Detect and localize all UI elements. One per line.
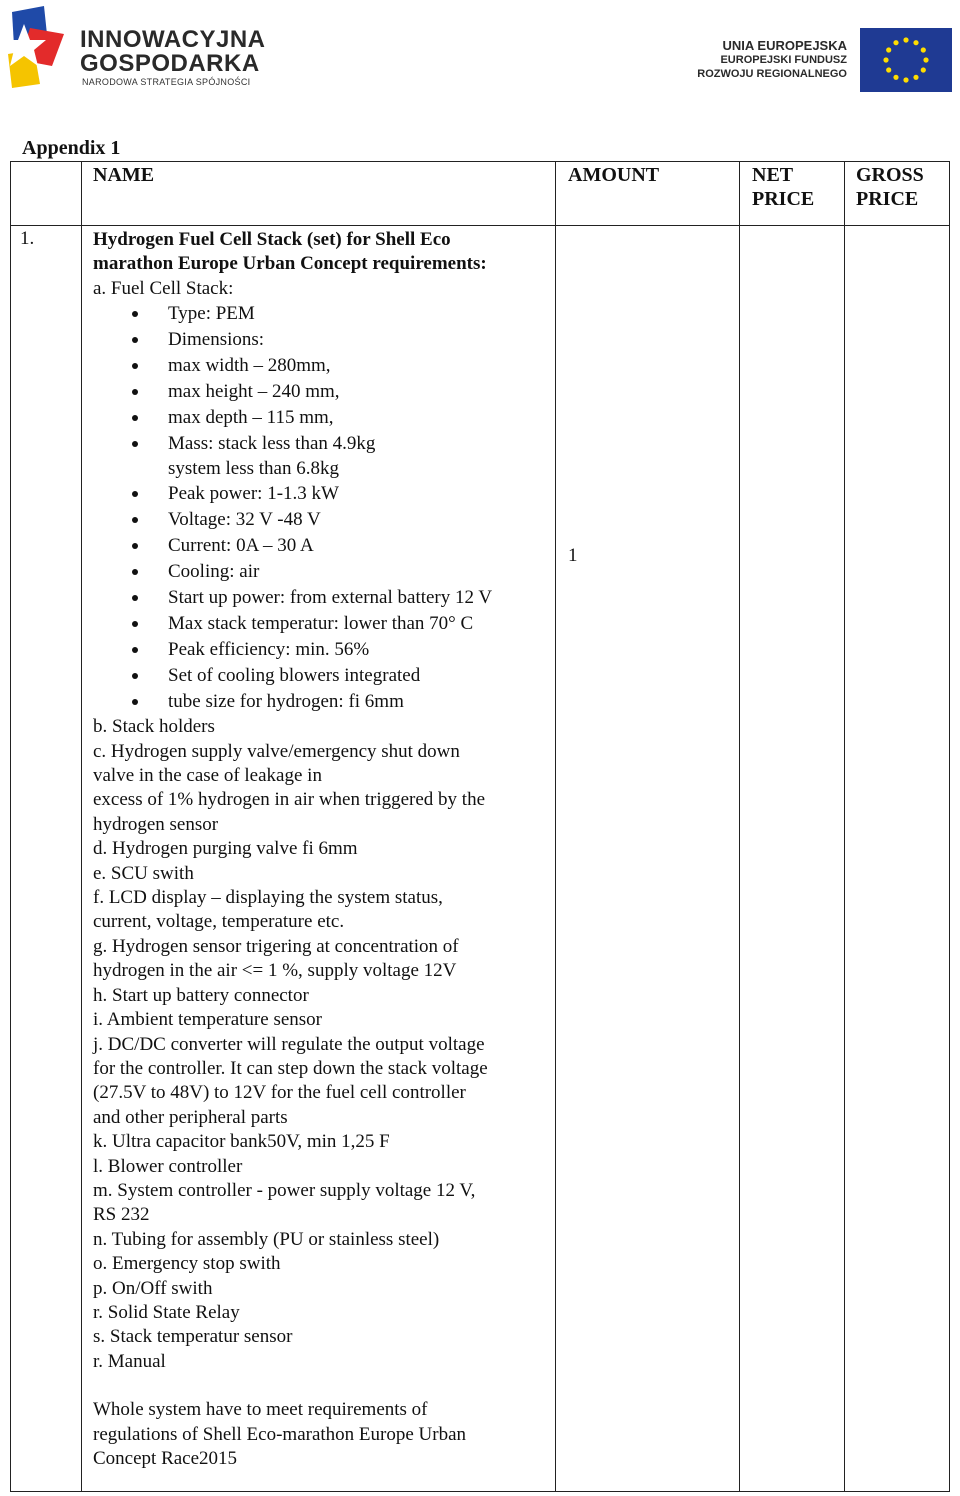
bullet-text: Dimensions:	[168, 329, 265, 351]
table-col-divider-3	[739, 161, 740, 1492]
row-description	[93, 228, 553, 1471]
bullet-text: Type: PEM	[168, 303, 255, 325]
list-item: i. Ambient temperature sensor	[93, 1009, 322, 1031]
list-item: h. Start up battery connector	[93, 984, 309, 1006]
bullet-icon	[132, 517, 138, 523]
list-item: n. Tubing for assembly (PU or stainless steel)	[93, 1228, 440, 1250]
bullet-icon	[132, 673, 138, 679]
list-item: g. Hydrogen sensor trigering at concentration of	[93, 935, 459, 957]
bullet-item	[93, 481, 553, 507]
bullet-icon	[132, 389, 138, 395]
eu-fund-logo	[690, 28, 955, 94]
list-item: valve in the case of leakage in	[93, 765, 322, 787]
header-name: NAME	[93, 164, 155, 186]
header-gross-line2: PRICE	[856, 188, 919, 210]
list-item: r. Solid State Relay	[93, 1301, 240, 1323]
bullet-icon	[132, 647, 138, 653]
bullet-item	[93, 431, 553, 457]
bullet-item	[93, 663, 553, 689]
table-border-bottom	[10, 1491, 950, 1492]
bullet-item	[93, 405, 553, 431]
bullet-icon	[132, 337, 138, 343]
bullet-item	[93, 379, 553, 405]
list-item: j. DC/DC converter will regulate the output voltage	[93, 1033, 485, 1055]
bullet-text: Peak efficiency: min. 56%	[168, 639, 370, 661]
eu-logo-text-3: ROZWOJU REGIONALNEGO	[697, 68, 847, 80]
logo-text-innowacyjna: INNOWACYJNA	[80, 26, 266, 53]
bullet-icon	[132, 543, 138, 549]
table-col-divider-1	[81, 161, 82, 1492]
item-title-line2: marathon Europe Urban Concept requirements:	[93, 253, 487, 275]
list-item: k. Ultra capacitor bank50V, min 1,25 F	[93, 1131, 390, 1153]
list-item: for the controller. It can step down the stack voltage	[93, 1057, 488, 1079]
bullet-text: max width – 280mm,	[168, 355, 331, 377]
appendix-title: Appendix 1	[22, 137, 121, 159]
list-item: m. System controller - power supply voltage 12 V,	[93, 1179, 476, 1201]
bullet-text: Voltage: 32 V -48 V	[168, 509, 321, 531]
bullet-text: system less than 6.8kg	[168, 458, 339, 480]
bullet-text: Current: 0A – 30 A	[168, 535, 314, 557]
header-amount: AMOUNT	[568, 164, 660, 186]
table-header-divider	[10, 225, 950, 226]
bullet-item	[93, 611, 553, 637]
list-item: hydrogen sensor	[93, 813, 219, 835]
bullet-item	[93, 507, 553, 533]
bullet-continuation	[93, 457, 553, 481]
bullet-item	[93, 301, 553, 327]
header-net-price	[752, 163, 814, 211]
note-line: regulations of Shell Eco-marathon Europe Urban	[93, 1423, 467, 1445]
list-item: hydrogen in the air <= 1 %, supply voltage 12V	[93, 960, 457, 982]
bullet-icon	[132, 363, 138, 369]
bullet-text: tube size for hydrogen: fi 6mm	[168, 691, 404, 713]
requirements-note	[93, 1398, 553, 1471]
bullet-icon	[132, 415, 138, 421]
spacer	[93, 1374, 553, 1398]
table-border-left	[10, 161, 11, 1492]
bullet-item	[93, 327, 553, 353]
list-item: p. On/Off swith	[93, 1277, 213, 1299]
bullet-text: Set of cooling blowers integrated	[168, 665, 421, 687]
list-item: l. Blower controller	[93, 1155, 243, 1177]
header-gross-line1: GROSS	[856, 164, 924, 186]
bullet-item	[93, 689, 553, 715]
list-item: f. LCD display – displaying the system status,	[93, 887, 443, 909]
item-title-line1: Hydrogen Fuel Cell Stack (set) for Shell Eco	[93, 229, 451, 250]
bullet-text: Start up power: from external battery 12 V	[168, 587, 493, 609]
bullet-icon	[132, 311, 138, 317]
bullet-item	[93, 353, 553, 379]
list-item: current, voltage, temperature etc.	[93, 911, 345, 933]
sub-item-a: a. Fuel Cell Stack:	[93, 277, 234, 299]
bullet-icon	[132, 595, 138, 601]
list-item: excess of 1% hydrogen in air when triggered by the	[93, 789, 486, 811]
list-item: RS 232	[93, 1204, 150, 1226]
component-list	[93, 715, 553, 1374]
bullet-icon	[132, 491, 138, 497]
bullet-text: max depth – 115 mm,	[168, 407, 334, 429]
bullet-text: max height – 240 mm,	[168, 381, 340, 403]
table-border-top	[10, 161, 950, 162]
header-net-line1: NET	[752, 164, 794, 186]
list-item: r. Manual	[93, 1350, 166, 1372]
note-line: Concept Race2015	[93, 1448, 238, 1469]
list-item: e. SCU swith	[93, 862, 194, 884]
list-item: b. Stack holders	[93, 716, 215, 738]
bullet-icon	[132, 441, 138, 447]
innowacyjna-logo-mark	[4, 4, 76, 90]
bullet-item	[93, 559, 553, 585]
bullet-text: Max stack temperatur: lower than 70° C	[168, 613, 474, 635]
spec-bullet-list	[93, 301, 553, 715]
bullet-item	[93, 533, 553, 559]
eu-flag-icon	[860, 28, 952, 92]
list-item: (27.5V to 48V) to 12V for the fuel cell controller	[93, 1082, 466, 1104]
table-col-divider-2	[555, 161, 556, 1492]
list-item: o. Emergency stop swith	[93, 1253, 281, 1275]
bullet-icon	[132, 569, 138, 575]
header-gross-price	[856, 163, 924, 211]
list-item: and other peripheral parts	[93, 1106, 288, 1128]
bullet-text: Mass: stack less than 4.9kg	[168, 433, 376, 455]
items-table	[10, 161, 950, 1492]
bullet-text: Peak power: 1-1.3 kW	[168, 483, 339, 505]
list-item: s. Stack temperatur sensor	[93, 1326, 293, 1348]
amount-value: 1	[568, 545, 578, 566]
innowacyjna-gospodarka-logo	[4, 4, 274, 96]
list-item: c. Hydrogen supply valve/emergency shut down	[93, 740, 460, 762]
table-col-divider-4	[844, 161, 845, 1492]
header-net-line2: PRICE	[752, 188, 815, 210]
bullet-icon	[132, 621, 138, 627]
bullet-text: Cooling: air	[168, 561, 260, 583]
list-item: d. Hydrogen purging valve fi 6mm	[93, 838, 358, 860]
table-border-right	[949, 161, 950, 1492]
bullet-item	[93, 585, 553, 611]
logo-text-gospodarka: GOSPODARKA	[80, 50, 260, 77]
row-number: 1.	[20, 228, 35, 249]
logo-text-strategia: NARODOWA STRATEGIA SPÓJNOŚCI	[82, 77, 251, 87]
eu-logo-text-2: EUROPEJSKI FUNDUSZ	[720, 54, 847, 66]
bullet-icon	[132, 699, 138, 705]
bullet-item	[93, 637, 553, 663]
note-line: Whole system have to meet requirements of	[93, 1399, 428, 1421]
eu-logo-text-1: UNIA EUROPEJSKA	[722, 38, 847, 53]
